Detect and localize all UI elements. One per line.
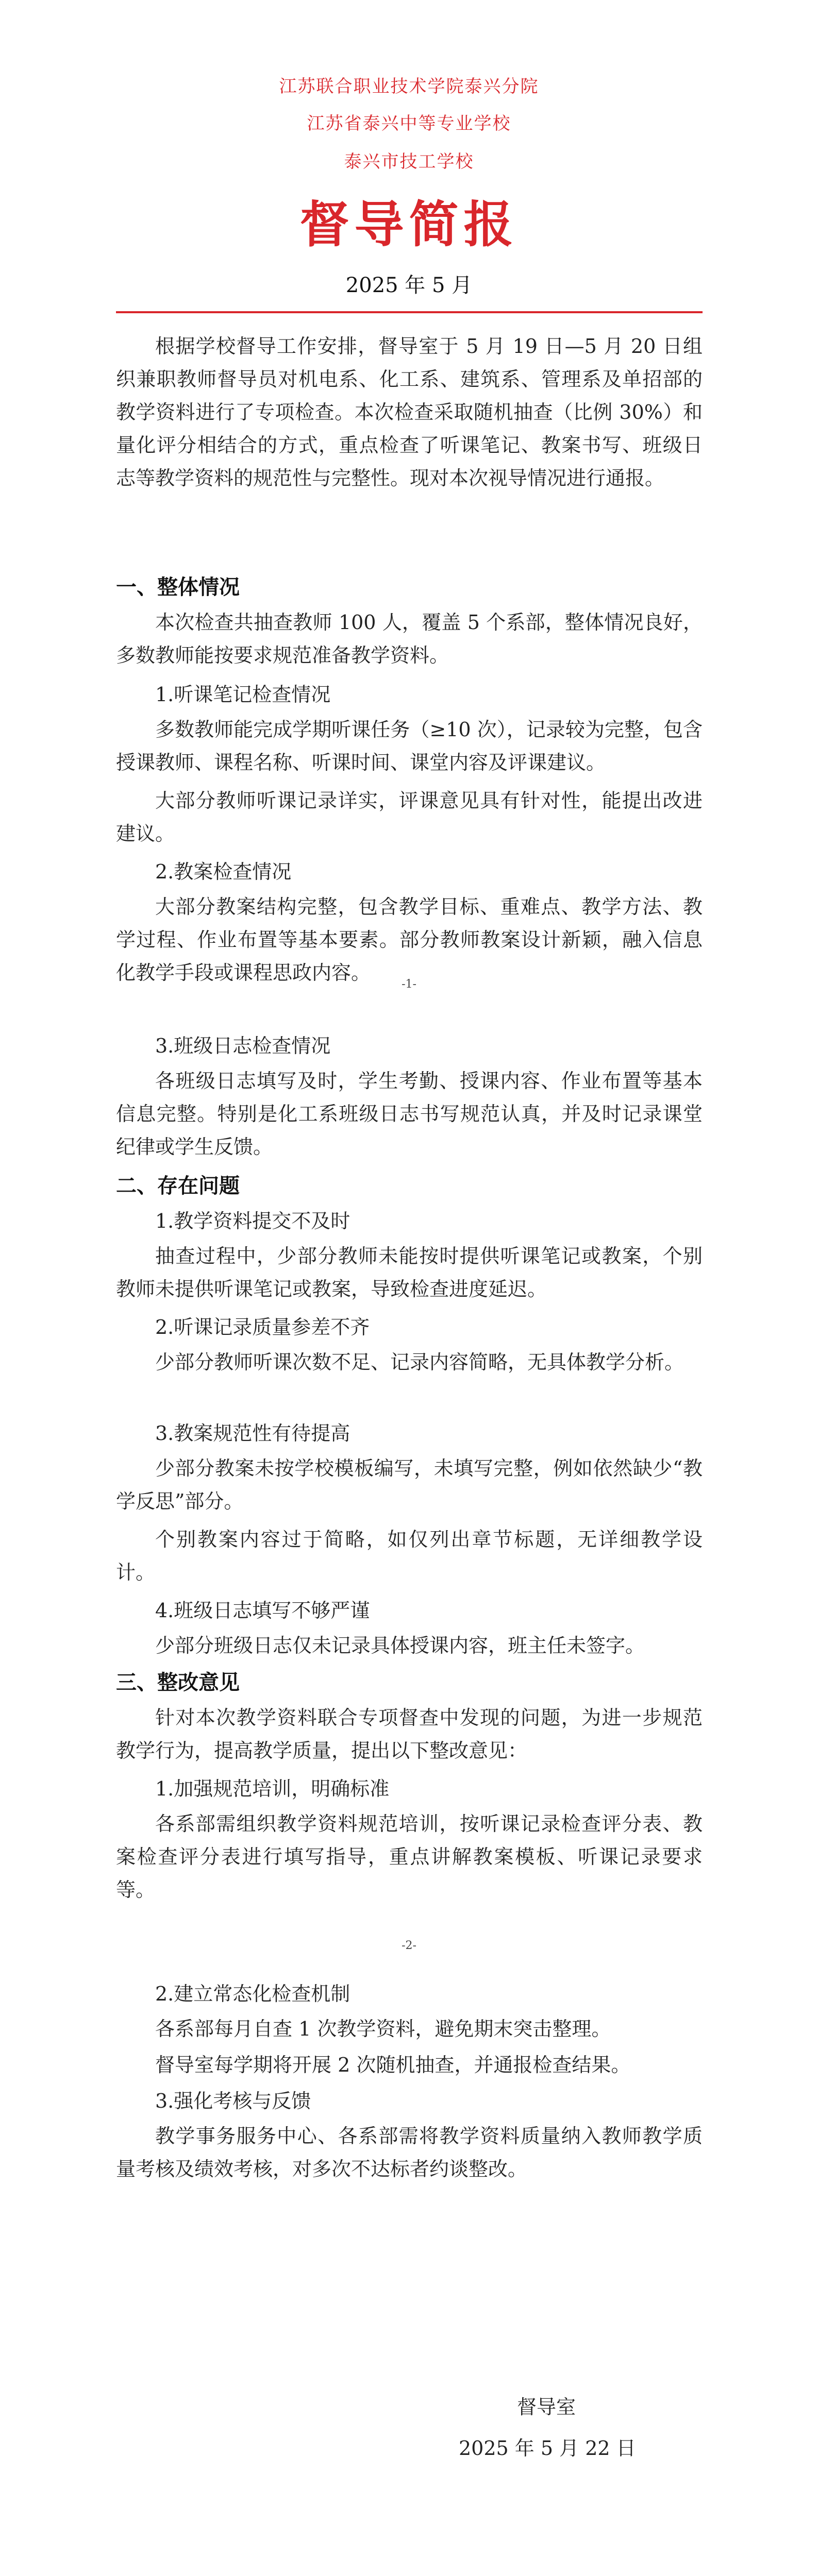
s1-sub2-paragraph: 大部分教案结构完整，包含教学目标、重难点、教学方法、教学过程、作业布置等基本要素。部分教师教案设计新颖，融入信息化教学手段或课程思政内容。 [116,895,703,984]
s1-sub3-paragraph: 各班级日志填写及时，学生考勤、授课内容、作业布置等基本信息完整。特别是化工系班级日志书写规范认真，并及时记录课堂纪律或学生反馈。 [116,1070,703,1158]
s3-sub2-heading: 2.建立常态化检查机制 [155,1982,350,2005]
s2-sub3-paragraph-1: 少部分教案未按学校模板编写，未填写完整，例如依然缺少“教学反思”部分。 [116,1457,703,1513]
s3-sub1-paragraph: 各系部需组织教学资料规范培训，按听课记录检查评分表、教案检查评分表进行填写指导，重点讲解教案模板、听课记录要求等。 [116,1812,703,1901]
s2-sub3-paragraph-2: 个别教案内容过于简略，如仅列出章节标题，无详细教学设计。 [116,1528,703,1584]
s1-paragraph: 本次检查共抽查教师 100 人，覆盖 5 个系部，整体情况良好，多数教师能按要求规范准备教学资料。 [116,611,703,667]
page-number-2: -2- [402,1939,416,1952]
s3-sub2-paragraph-1: 各系部每月自查 1 次教学资料，避免期末突击整理。 [155,2018,611,2040]
s2-sub1-heading: 1.教学资料提交不及时 [155,1210,350,1232]
s2-sub3-heading: 3.教案规范性有待提高 [155,1422,350,1445]
s1-sub3-heading: 3.班级日志检查情况 [155,1035,331,1057]
s2-sub1-paragraph: 抽查过程中，少部分教师未能按时提供听课笔记或教案，个别教师未提供听课笔记或教案，导致检查进度延迟。 [116,1245,703,1300]
s1-sub2-heading: 2.教案检查情况 [155,860,292,883]
intro-paragraph: 根据学校督导工作安排，督导室于 5 月 19 日—5 月 20 日组织兼职教师督导员对机电系、化工系、建筑系、管理系及单招部的教学资料进行了专项检查。本次检查采取随机抽查（比例 30%）和量化评分相结合的方式，重点检查了听课笔记、教案书写、班级日志等教学资料的规范性与完整性。现对本次视导情况进行通报。 [116,335,703,489]
s3-sub3-heading: 3.强化考核与反馈 [155,2090,311,2112]
header-divider [116,311,703,313]
s2-sub2-heading: 2.听课记录质量参差不齐 [155,1316,370,1338]
bulletin-date: 2025 年 5 月 [345,274,473,297]
section-3-heading: 三、整改意见 [116,1671,240,1694]
section-1-heading: 一、整体情况 [116,575,240,599]
signature-date: 2025 年 5 月 22 日 [459,2437,636,2460]
org-line-2: 江苏省泰兴中等专业学校 [307,113,511,134]
s1-sub1-heading: 1.听课笔记检查情况 [155,683,331,706]
bulletin-title: 督导简报 [299,195,519,253]
s3-paragraph: 针对本次教学资料联合专项督查中发现的问题，为进一步规范教学行为，提高教学质量，提出以下整改意见： [116,1706,703,1762]
s2-sub2-paragraph: 少部分教师听课次数不足、记录内容简略，无具体教学分析。 [155,1351,685,1374]
signature-office: 督导室 [517,2396,576,2418]
s2-sub4-heading: 4.班级日志填写不够严谨 [155,1599,370,1622]
org-line-3: 泰兴市技工学校 [344,151,474,172]
section-2-heading: 二、存在问题 [116,1174,240,1198]
s2-sub4-paragraph: 少部分班级日志仅未记录具体授课内容，班主任未签字。 [155,1634,645,1657]
s3-sub2-paragraph-2: 督导室每学期将开展 2 次随机抽查，并通报检查结果。 [155,2054,631,2076]
s3-sub1-heading: 1.加强规范培训，明确标准 [155,1777,390,1800]
s1-sub1-paragraph-1: 多数教师能完成学期听课任务（≥10 次），记录较为完整，包含授课教师、课程名称、听课时间、课堂内容及评课建议。 [116,718,703,774]
s1-sub1-paragraph-2: 大部分教师听课记录详实，评课意见具有针对性，能提出改进建议。 [116,789,703,845]
page-number-1: -1- [402,978,416,991]
s3-sub3-paragraph: 教学事务服务中心、各系部需将教学资料质量纳入教师教学质量考核及绩效考核，对多次不达标者约谈整改。 [116,2125,703,2180]
org-line-1: 江苏联合职业技术学院泰兴分院 [279,76,539,97]
